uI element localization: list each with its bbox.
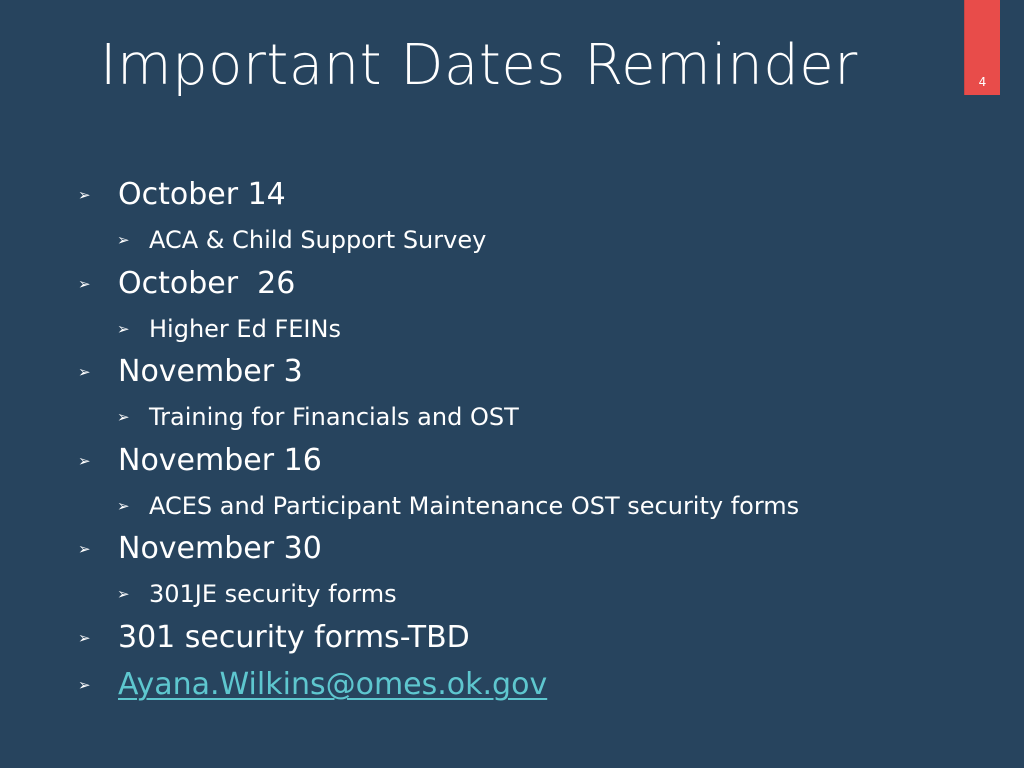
arrowhead-bullet-icon: ➢ — [117, 231, 130, 249]
item-label: 301 security forms-TBD — [118, 620, 470, 655]
arrowhead-bullet-icon: ➢ — [78, 539, 91, 558]
arrowhead-bullet-icon: ➢ — [117, 585, 130, 603]
list-item — [78, 177, 286, 212]
page-number-tab — [964, 0, 1000, 95]
date-label: October 14 — [118, 177, 286, 212]
arrowhead-bullet-icon: ➢ — [78, 362, 91, 381]
date-label: November 30 — [118, 531, 322, 566]
arrowhead-bullet-icon: ➢ — [78, 185, 91, 204]
list-item — [78, 443, 322, 478]
slide-title: Important Dates Reminder — [100, 33, 858, 98]
arrowhead-bullet-icon: ➢ — [78, 628, 91, 647]
list-item — [78, 620, 470, 655]
sub-item-label: ACA & Child Support Survey — [149, 226, 487, 254]
list-item — [78, 531, 322, 566]
sub-list-item — [117, 492, 799, 520]
page-number: 4 — [978, 75, 987, 89]
list-item — [78, 266, 295, 301]
arrowhead-bullet-icon: ➢ — [117, 320, 130, 338]
sub-list-item — [117, 403, 519, 431]
sub-list-item — [117, 315, 341, 343]
date-label: November 3 — [118, 354, 303, 389]
arrowhead-bullet-icon: ➢ — [78, 274, 91, 293]
sub-item-label: 301JE security forms — [149, 580, 397, 608]
arrowhead-bullet-icon: ➢ — [78, 451, 91, 470]
sub-item-label: ACES and Participant Maintenance OST security forms — [149, 492, 800, 520]
arrowhead-bullet-icon: ➢ — [78, 675, 91, 694]
arrowhead-bullet-icon: ➢ — [117, 408, 130, 426]
date-label: November 16 — [118, 443, 322, 478]
date-label: October 26 — [118, 266, 296, 301]
list-item — [78, 354, 303, 389]
email-link[interactable]: Ayana.Wilkins@omes.ok.gov — [118, 667, 548, 702]
list-item — [78, 667, 547, 702]
sub-list-item — [117, 226, 486, 254]
arrowhead-bullet-icon: ➢ — [117, 497, 130, 515]
sub-item-label: Training for Financials and OST — [149, 403, 519, 431]
sub-list-item — [117, 580, 397, 608]
sub-item-label: Higher Ed FEINs — [149, 315, 341, 343]
